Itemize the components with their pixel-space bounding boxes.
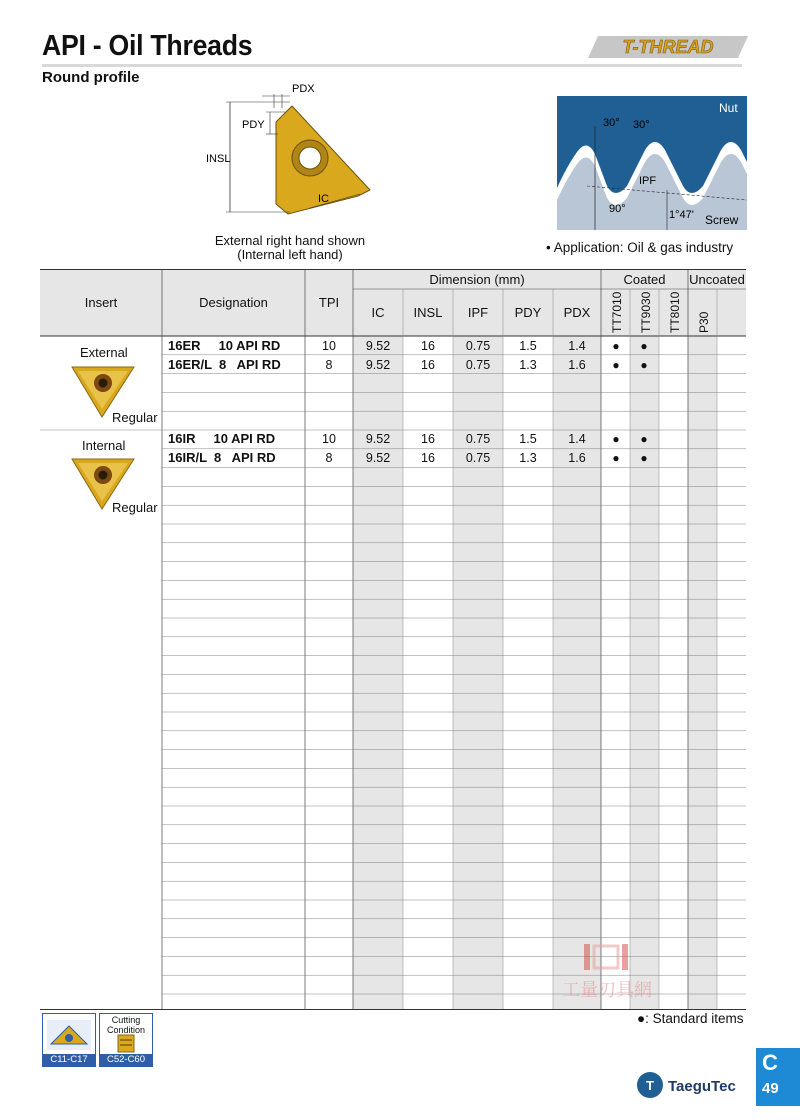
- application-note: • Application: Oil & gas industry: [546, 240, 734, 255]
- header-tt8010: TT8010: [668, 291, 682, 333]
- row-ic: 9.52: [365, 432, 391, 446]
- row-ic: 9.52: [365, 451, 391, 465]
- row-ipf: 0.75: [465, 432, 491, 446]
- header-insert: Insert: [84, 295, 118, 310]
- row-tpi: 8: [325, 358, 333, 372]
- ref-toolholder-link[interactable]: [42, 1013, 96, 1067]
- page-number: 49: [762, 1080, 779, 1097]
- logo-text: T-THREAD: [622, 37, 714, 57]
- ref-cutting-pages: C52-C60: [100, 1054, 152, 1066]
- company-name: TaeguTec: [668, 1078, 736, 1095]
- row-tt7010: ●: [612, 358, 620, 372]
- external-profile-label: Regular: [112, 410, 158, 425]
- row-pdx: 1.6: [568, 358, 586, 372]
- row-ic: 9.52: [365, 339, 391, 353]
- shaded-column: [688, 336, 717, 1010]
- insl-label: INSL: [206, 153, 231, 165]
- header-tpi: TPI: [318, 295, 340, 310]
- ic-label: IC: [318, 193, 329, 205]
- caption-line-1: External right hand shown: [214, 233, 366, 248]
- row-ic: 9.52: [365, 358, 391, 372]
- taper-label: 1°47': [669, 209, 694, 221]
- row-pdy: 1.3: [519, 451, 537, 465]
- row-pdx: 1.6: [568, 451, 586, 465]
- angle-left-label: 30°: [603, 117, 620, 129]
- row-pdy: 1.5: [519, 339, 537, 353]
- screw-label: Screw: [705, 213, 739, 227]
- row-pdy: 1.5: [519, 432, 537, 446]
- table-grid: [40, 269, 746, 1010]
- pdy-label: PDY: [242, 119, 265, 131]
- row-ipf: 0.75: [465, 451, 491, 465]
- product-table: [40, 269, 746, 1010]
- row-pdx: 1.4: [568, 339, 586, 353]
- pdx-label: PDX: [292, 83, 315, 95]
- internal-profile-label: Regular: [112, 500, 158, 515]
- row-ipf: 0.75: [465, 358, 491, 372]
- ipf-label: IPF: [639, 175, 657, 187]
- svg-text:T: T: [646, 1078, 654, 1093]
- row-insl: 16: [421, 358, 435, 372]
- row-ipf: 0.75: [465, 339, 491, 353]
- header-pdx: PDX: [563, 305, 591, 320]
- internal-label: Internal: [82, 438, 126, 453]
- row-insl: 16: [421, 451, 435, 465]
- external-label: External: [80, 345, 128, 360]
- header-tt9030: TT9030: [639, 291, 653, 333]
- t-thread-logo: [588, 34, 748, 60]
- angle-right-label: 30°: [633, 119, 650, 131]
- section-tab: [756, 1048, 800, 1106]
- caption-line-2: (Internal left hand): [237, 247, 343, 262]
- row-tpi: 10: [322, 432, 336, 446]
- page-title: API - Oil Threads: [42, 30, 253, 62]
- row-tt9030: ●: [640, 432, 648, 446]
- header-tt7010: TT7010: [610, 291, 624, 333]
- row-insl: 16: [421, 432, 435, 446]
- row-designation: 16ER 10 API RD: [168, 338, 281, 353]
- diagram-caption: [190, 234, 390, 262]
- row-designation: 16IR/L 8 API RD: [168, 450, 276, 465]
- header-insl: INSL: [413, 305, 443, 320]
- header-ic: IC: [371, 305, 385, 320]
- row-insl: 16: [421, 339, 435, 353]
- row-tpi: 8: [325, 451, 333, 465]
- page-subtitle: Round profile: [42, 69, 140, 86]
- row-pdx: 1.4: [568, 432, 586, 446]
- title-rule: [42, 64, 742, 67]
- header-pdy: PDY: [514, 305, 542, 320]
- row-designation: 16ER/L 8 API RD: [168, 357, 281, 372]
- row-tt9030: ●: [640, 358, 648, 372]
- ref-cutting-condition-link[interactable]: [99, 1013, 153, 1067]
- ref-toolholder-pages: C11-C17: [43, 1054, 95, 1066]
- cutting-condition-label: Cutting Condition: [106, 1015, 146, 1035]
- header-dimension: Dimension (mm): [429, 272, 525, 287]
- legend: ●: Standard items: [637, 1011, 744, 1026]
- header-ipf: IPF: [467, 305, 489, 320]
- watermark-text: 工量刃具網: [562, 980, 652, 1001]
- section-letter: C: [762, 1050, 778, 1075]
- company-logo: [636, 1070, 748, 1100]
- row-designation: 16IR 10 API RD: [168, 431, 276, 446]
- header-uncoated: Uncoated: [689, 272, 745, 287]
- cutting-condition-icon: [100, 1034, 152, 1054]
- row-tpi: 10: [322, 339, 336, 353]
- watermark: [532, 940, 682, 1012]
- header-designation: Designation: [199, 295, 268, 310]
- header-p30: P30: [697, 311, 711, 333]
- toolholder-icon: [43, 1014, 95, 1054]
- right-angle-label: 90°: [609, 203, 626, 215]
- thread-profile-diagram: [557, 96, 747, 230]
- row-tt9030: ●: [640, 339, 648, 353]
- row-tt7010: ●: [612, 339, 620, 353]
- row-tt7010: ●: [612, 451, 620, 465]
- insert-geometry-diagram: [200, 78, 380, 228]
- row-tt7010: ●: [612, 432, 620, 446]
- row-tt9030: ●: [640, 451, 648, 465]
- row-pdy: 1.3: [519, 358, 537, 372]
- nut-label: Nut: [719, 101, 738, 115]
- header-coated: Coated: [623, 272, 666, 287]
